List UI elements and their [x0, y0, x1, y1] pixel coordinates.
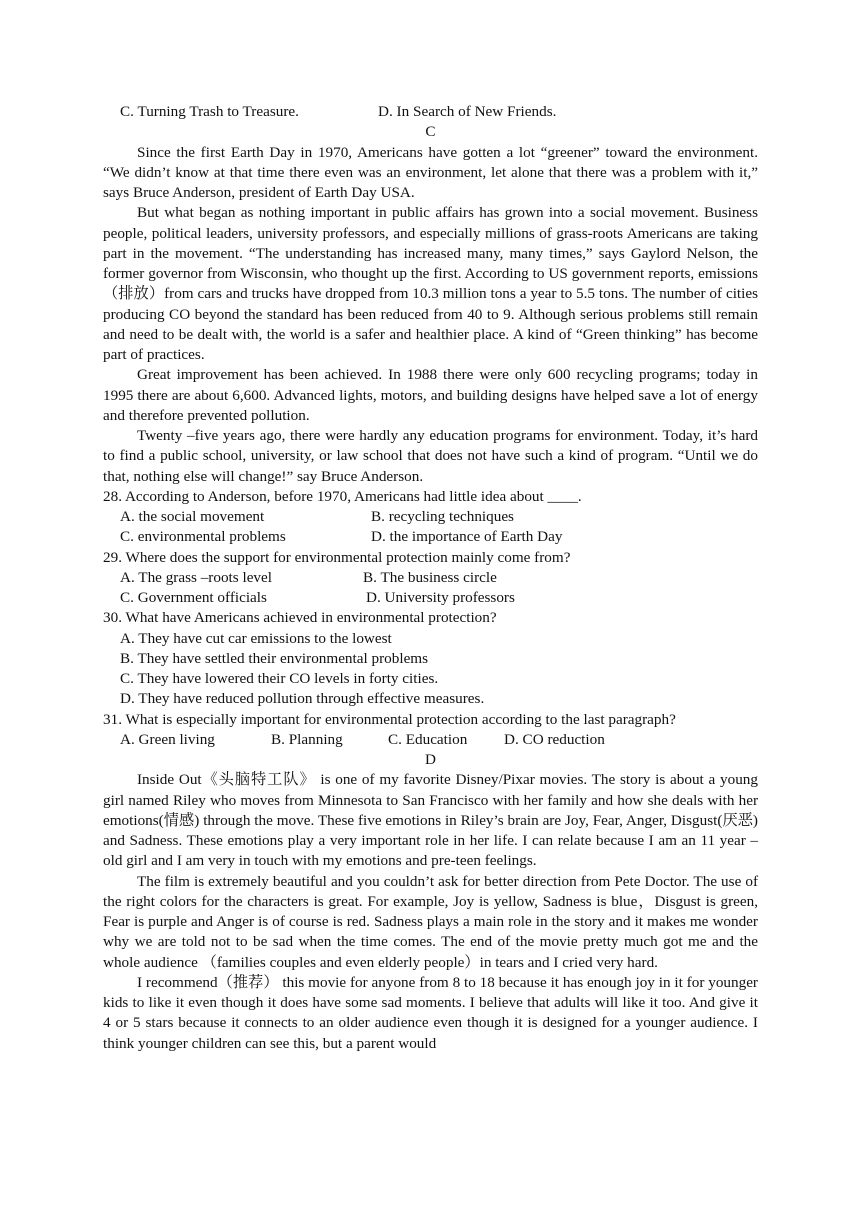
section-c-paragraph: Twenty –five years ago, there were hardly any education programs for environment. Today, it’s hard to find a public school, university, or law school that does not have such a kind of program. “Until we do that, nothing else will change!” say Bruce Anderson.	[103, 427, 758, 485]
option-a: A. Green living	[120, 730, 215, 748]
option-row	[103, 649, 758, 669]
option-c: C. environmental problems	[120, 528, 286, 546]
question-30: 30. What have Americans achieved in environmental protection?	[103, 609, 497, 627]
option-d: D. the importance of Earth Day	[371, 528, 563, 546]
option-c: C. Turning Trash to Treasure.	[120, 103, 299, 120]
option-d: D. CO reduction	[504, 730, 605, 748]
option-row	[103, 669, 758, 689]
option-row	[103, 629, 758, 649]
question-31: 31. What is especially important for environmental protection according to the last paragraph?	[103, 710, 676, 728]
previous-question-options	[103, 102, 758, 122]
option-row	[103, 730, 758, 750]
option-d: D. University professors	[366, 589, 515, 606]
section-c-heading: C	[425, 123, 436, 141]
option-a: A. The grass –roots level	[120, 568, 272, 586]
section-c-paragraph: Since the first Earth Day in 1970, Americans have gotten a lot “greener” toward the environment. “We didn’t know at that time there even was an environment, let alone that there was a problem with it,” says Bruce Anderson, president of Earth Day USA.	[103, 143, 758, 201]
option-row	[103, 568, 758, 588]
section-c-paragraph: But what began as nothing important in public affairs has grown into a social movement. Business people, political leaders, university professors, and especially millions of grass-roots Americans are taking part in the movement. “The understanding has increased many, many times,” says Gaylord Nelson, the former governor from Wisconsin, who thought up the first. According to US government reports, emissions（排放）from cars and trucks have dropped from 10.3 million tons a year to 5.5 tons. The number of cities producing CO beyond the standard has been reduced from 40 to 9. Although serious problems still remain and need to be dealt with, the world is a safer and healthier place. A kind of “Green thinking” has become part of practices.	[103, 204, 758, 363]
option-a: A. the social movement	[120, 508, 265, 525]
section-d-paragraph: The film is extremely beautiful and you couldn’t ask for better direction from Pete Doctor. The use of the right colors for the characters is great. For example, Joy is yellow, Sadness is blue，Disgust is green, Fear is purple and Anger is of course is red. Sadness plays a main role in the story and it makes me wonder why we are told not to be sad when the time comes. The end of the movie pretty much got me and the whole audience （families couples and even elderly people）in tears and I cried very hard.	[103, 872, 758, 971]
document-page	[103, 102, 758, 1054]
option-d: D. They have reduced pollution through effective measures.	[120, 690, 485, 708]
option-row	[103, 588, 758, 608]
section-d-paragraph: I recommend（推荐） this movie for anyone from 8 to 18 because it has enough joy in it for younger kids to like it even though it does have some sad moments. I believe that adults will like it too. And give it 4 or 5 stars because it connects to an older audience even though it is designed for a younger audience. I think younger children can see this, but a parent would	[103, 973, 758, 1052]
question-28: 28. According to Anderson, before 1970, Americans had little idea about ____.	[103, 487, 582, 505]
option-b: B. The business circle	[363, 568, 497, 586]
option-b: B. recycling techniques	[371, 508, 514, 525]
question-29: 29. Where does the support for environmental protection mainly come from?	[103, 548, 571, 566]
section-d-heading: D	[425, 751, 436, 768]
option-row	[103, 527, 758, 547]
section-c-paragraph: Great improvement has been achieved. In 1988 there were only 600 recycling programs; today in 1995 there are about 6,600. Advanced lights, motors, and building designs have helped save a lot of energy and therefore prevented pollution.	[103, 366, 758, 424]
option-c: C. They have lowered their CO levels in forty cities.	[120, 670, 439, 687]
option-c: C. Education	[388, 730, 468, 748]
option-d: D. In Search of New Friends.	[378, 103, 557, 120]
option-row	[103, 689, 758, 709]
option-c: C. Government officials	[120, 589, 267, 606]
section-d-paragraph: Inside Out《头脑特工队》 is one of my favorite Disney/Pixar movies. The story is about a young girl named Riley who moves from Minnesota to San Francisco with her family and how she deals with her emotions(情感) through the move. These five emotions in Riley’s brain are Joy, Fear, Anger, Disgust(厌恶) and Sadness. These emotions play a very important role in her life. I can relate because I am an 11 year –old girl and I am very in touch with my emotions and pre-teen feelings.	[103, 771, 758, 870]
option-b: B. They have settled their environmental problems	[120, 649, 429, 667]
option-b: B. Planning	[271, 730, 343, 748]
option-row	[103, 507, 758, 527]
option-a: A. They have cut car emissions to the lowest	[120, 629, 392, 647]
